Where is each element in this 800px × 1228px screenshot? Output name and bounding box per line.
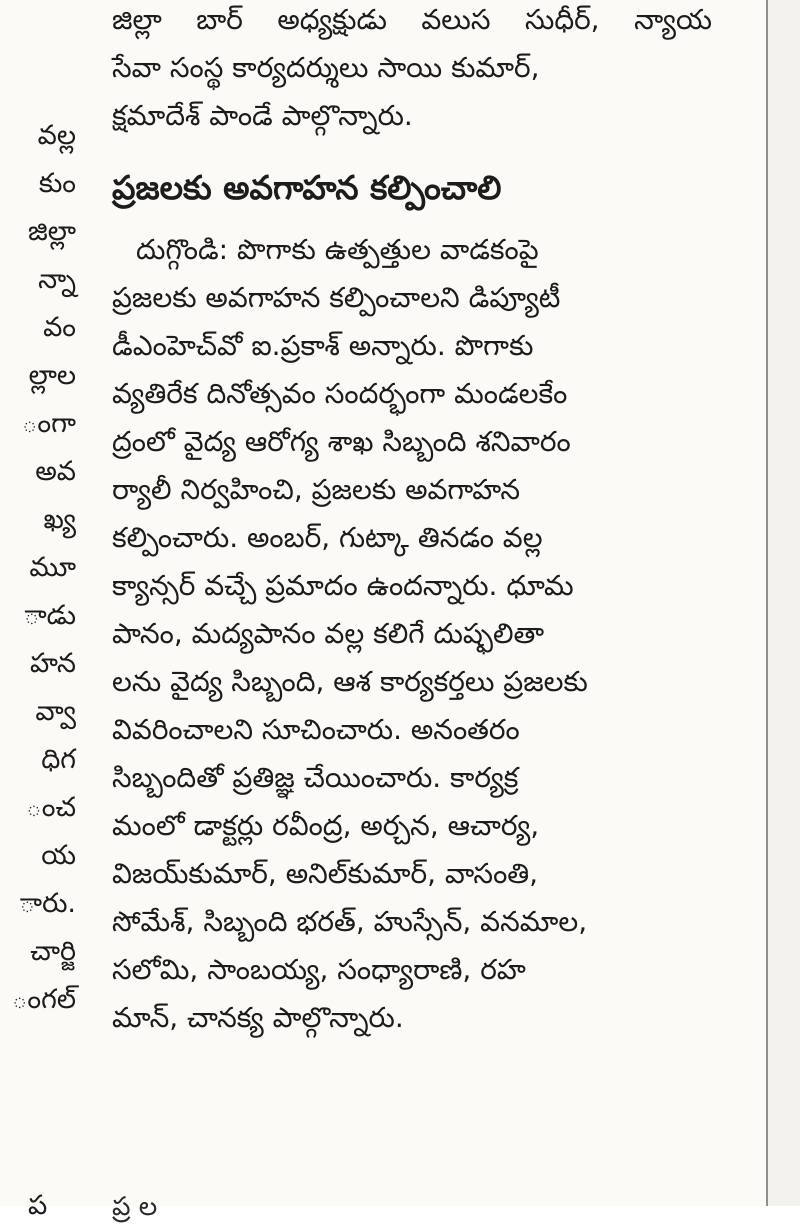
left-fragment: హన bbox=[29, 648, 76, 679]
left-fragment: వల్ల bbox=[37, 120, 76, 151]
left-fragment: చార్జి bbox=[30, 936, 76, 967]
left-fragment: జిల్లా bbox=[27, 216, 76, 247]
body-line: పానం, మద్యపానం వల్ల కలిగే దుష్ఫలితా bbox=[112, 617, 545, 650]
left-fragment: వ్వా bbox=[35, 696, 76, 727]
left-fragment: య bbox=[41, 840, 76, 871]
intro-line-3: క్షమాదేశ్ పాండే పాల్గొన్నారు. bbox=[112, 99, 413, 132]
body-line: సోమేశ్, సిబ్బంది భరత్, హుస్సేన్, వనమాల, bbox=[112, 905, 588, 938]
left-fragment: వం bbox=[43, 312, 76, 343]
body-line: మాన్, చానక్య పాల్గొన్నారు. bbox=[112, 1001, 404, 1034]
body-line: ప్రజలకు అవగాహన కల్పించాలని డిప్యూటీ bbox=[112, 281, 561, 314]
body-line: ద్రంలో వైద్య ఆరోగ్య శాఖ సిబ్బంది శనివారం bbox=[112, 425, 571, 458]
body-line: సిబ్బందితో ప్రతిజ్ఞ చేయించారు. కార్యక్ర bbox=[112, 761, 519, 794]
article-column bbox=[112, 0, 732, 1222]
body-line: క్యాన్సర్ వచ్చే ప్రమాదం ఉందన్నారు. ధూమ bbox=[112, 569, 574, 602]
body-line: ర్యాలీ నిర్వహించి, ప్రజలకు అవగాహన bbox=[112, 473, 521, 506]
body-line: సలోమి, సాంబయ్య, సంధ్యారాణి, రహ bbox=[112, 953, 526, 986]
article-subheading: ప్రజలకు అవగాహన కల్పించాలి bbox=[112, 168, 502, 207]
body-line: వ్యతిరేక దినోత్సవం సందర్భంగా మండలకేం bbox=[112, 377, 568, 410]
left-fragment: ంగల్ bbox=[11, 984, 76, 1015]
left-fragment: మూ bbox=[29, 552, 76, 583]
left-fragment: న్నా bbox=[38, 264, 76, 295]
left-fragment: కుం bbox=[38, 168, 76, 199]
body-line: విజయ్‌కుమార్, అనిల్‌కుమార్, వాసంతి, bbox=[112, 857, 539, 890]
intro-line-2: సేవా సంస్థ కార్యదర్శులు సాయి కుమార్, bbox=[112, 51, 540, 84]
left-fragment: ల్లాల bbox=[28, 360, 76, 391]
left-fragment: ారు. bbox=[19, 888, 76, 919]
body-line: డీఎంహెచ్‌వో ఐ.ప్రకాశ్ అన్నారు. పొగాకు bbox=[112, 329, 534, 362]
left-fragment: అవ bbox=[35, 456, 76, 487]
body-line: మంలో డాక్టర్లు రవీంద్ర, అర్చన, ఆచార్య, bbox=[112, 809, 540, 842]
left-fragment: ఖ్య bbox=[43, 504, 76, 535]
right-margin bbox=[768, 0, 800, 1206]
body-line: కల్పించారు. అంబర్, గుట్కా తినడం వల్ల bbox=[112, 521, 543, 554]
cropped-next-line: ప్ర ల bbox=[112, 1192, 158, 1222]
left-fragment: ాడు bbox=[24, 600, 76, 631]
body-line: దుగ్గొండి: పొగాకు ఉత్పత్తుల వాడకంపై bbox=[136, 233, 539, 266]
left-fragment: ధిగ bbox=[41, 744, 76, 775]
left-fragment: ంచ bbox=[26, 792, 76, 823]
left-column-fragments bbox=[0, 118, 80, 1206]
intro-line-1: జిల్లా బార్ అధ్యక్షుడు వలుస సుధీర్, న్యాయ bbox=[112, 3, 712, 36]
left-bottom-fragment: ప bbox=[28, 1190, 48, 1221]
body-line: లను వైద్య సిబ్బంది, ఆశ కార్యకర్తలు ప్రజలకు bbox=[112, 665, 588, 698]
body-line: వివరించాలని సూచించారు. అనంతరం bbox=[112, 713, 520, 746]
left-fragment: ంగా bbox=[21, 408, 76, 439]
